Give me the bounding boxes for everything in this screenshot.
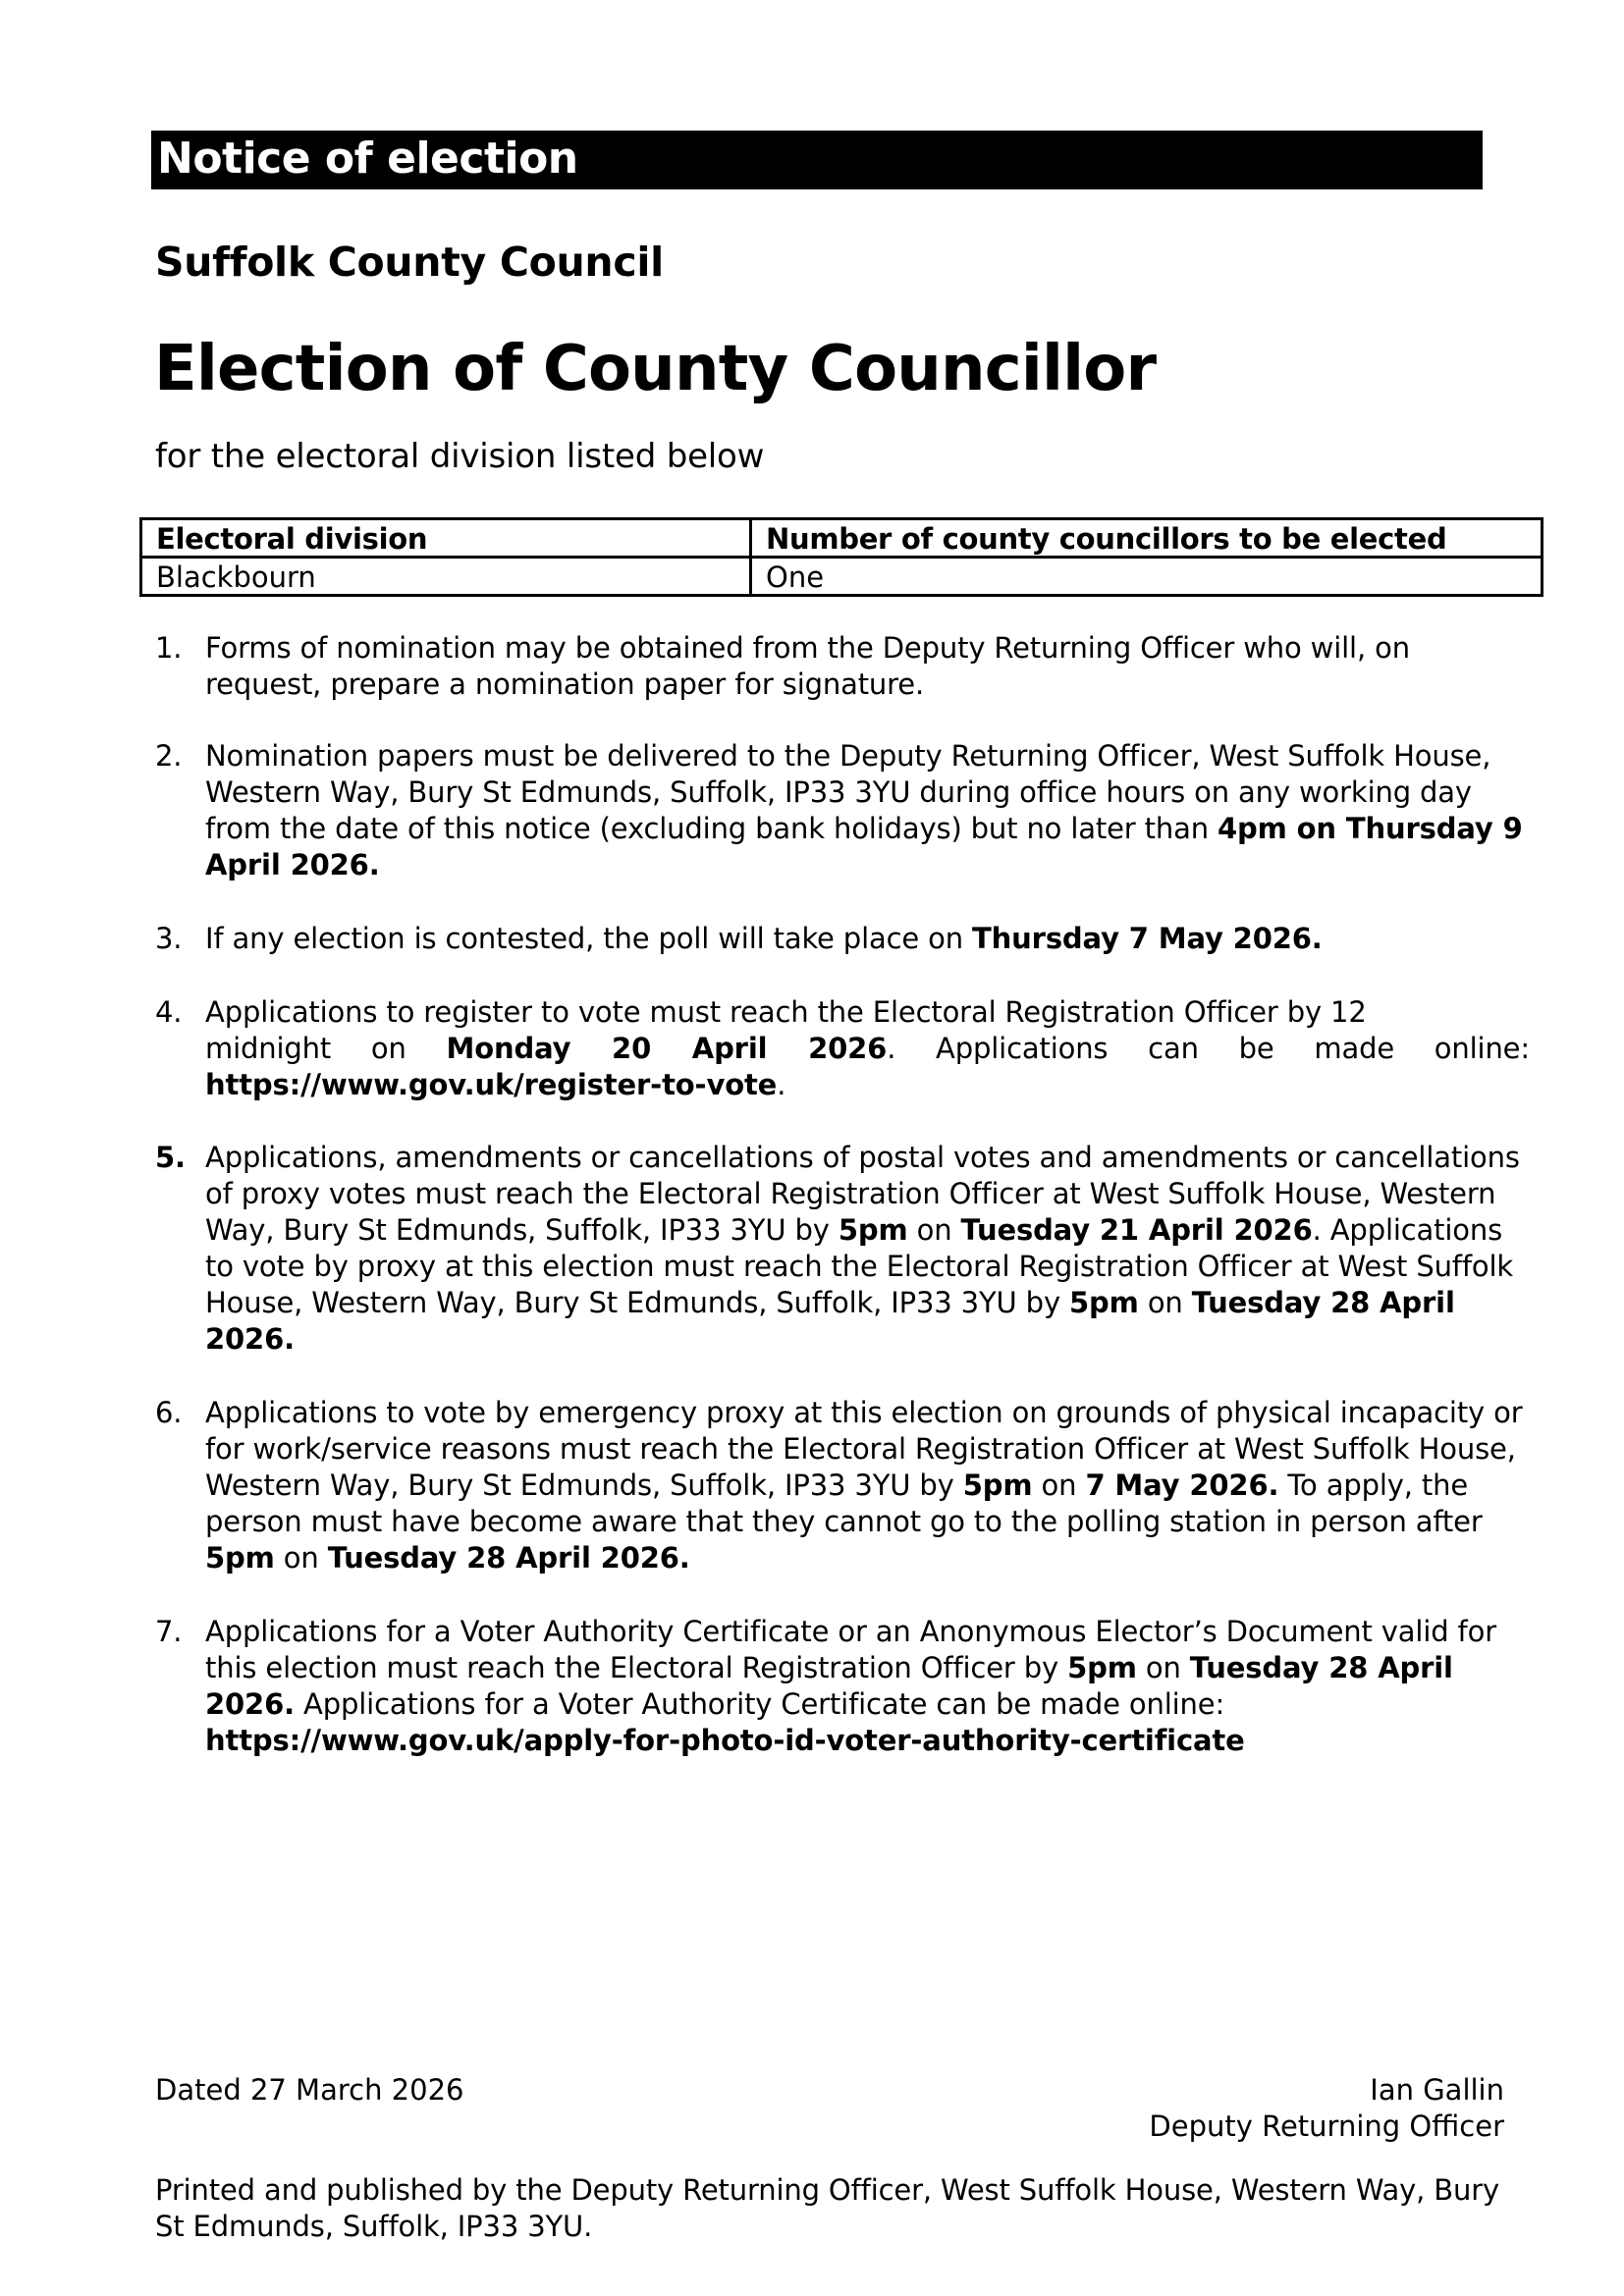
item-text (205, 1395, 1530, 1576)
item-text-fragment: If any election is contested, the poll will take place on (205, 922, 973, 955)
item-number: 6. (155, 1396, 183, 1429)
item-text-fragment: Applications for a Voter Authority Certificate or an Anonymous Elector’s Document valid for this election must reach the Electoral Registration Officer by (205, 1615, 1496, 1684)
emphasised-text: Tuesday 28 April 2026. (327, 1541, 690, 1575)
item-text (205, 1140, 1530, 1358)
dated-line: Dated 27 March 2026 (155, 2073, 464, 2107)
emphasised-text: Thursday 7 May 2026. (972, 922, 1323, 955)
item-number: 2. (155, 739, 183, 773)
notice-item-6 (155, 1395, 1530, 1576)
item-text-fragment: . (777, 1068, 786, 1101)
electoral-division-table (139, 517, 1543, 597)
emphasised-text: Tuesday 21 April 2026 (960, 1213, 1313, 1247)
item-number: 4. (155, 995, 183, 1029)
item-text (205, 1614, 1530, 1759)
item-text-fragment: . Applications can be made online: (887, 1032, 1530, 1065)
emphasised-text: 5pm (1067, 1651, 1137, 1684)
external-link[interactable]: https://www.gov.uk/apply-for-photo-id-voter-authority-certificate (205, 1724, 1245, 1757)
item-text (205, 738, 1530, 883)
signer-name: Ian Gallin (1370, 2073, 1504, 2107)
item-text-fragment: Nomination papers must be delivered to the Deputy Returning Officer, West Suffolk House, Western Way, Bury St Edmunds, Suffolk, IP33 3YU during office hours on any working day from the date of this notice (excluding bank holidays) but no later than (205, 739, 1491, 845)
item-line (205, 1067, 1530, 1103)
division-name-cell: Blackbourn (141, 558, 751, 596)
table-header-row (141, 519, 1543, 558)
item-text-fragment: . Applications to vote by proxy at this election must reach the Electoral Registration Officer at West Suffolk House, Western Way, Bury St Edmunds, Suffolk, IP33 3YU by (205, 1213, 1514, 1319)
item-text-fragment: Applications for a Voter Authority Certificate can be made online: (294, 1687, 1225, 1721)
notice-banner (151, 131, 1483, 189)
organisation-name: Suffolk County Council (155, 239, 664, 286)
item-text (205, 994, 1530, 1103)
notice-item-5 (155, 1140, 1530, 1358)
emphasised-text: 7 May 2026. (1085, 1468, 1279, 1502)
register-to-vote-link[interactable]: https://www.gov.uk/register-to-vote (205, 1068, 778, 1101)
item-text-fragment: Applications to vote by emergency proxy at this election on grounds of physical incapacity or for work/service reasons must reach the Electoral Registration Officer at West Suffolk House, Western Way, Bury St Edmunds, Suffolk, IP33 3YU by (205, 1396, 1523, 1502)
item-text (205, 921, 1530, 957)
signature-block (1149, 2072, 1504, 2145)
column-header-division: Electoral division (141, 519, 751, 558)
imprint: Printed and published by the Deputy Returning Officer, West Suffolk House, Western Way, Bury St Edmunds, Suffolk, IP33 3YU. (155, 2173, 1500, 2243)
councillor-count-cell: One (751, 558, 1543, 596)
item-text-fragment: on (1136, 1651, 1190, 1684)
item-line (205, 1031, 1530, 1067)
notice-item-3 (155, 921, 1530, 957)
item-text-fragment: on (1138, 1286, 1192, 1319)
item-text (205, 630, 1530, 703)
item-line: Applications to register to vote must reach the Electoral Registration Officer by 12 (205, 995, 1367, 1029)
emphasised-text: 4pm on Thursday 9 April 2026. (205, 812, 1523, 881)
emphasised-text: Tuesday 28 April 2026. (205, 1286, 1455, 1356)
notice-item-2 (155, 738, 1530, 883)
emphasised-text: Tuesday 28 April 2026. (205, 1651, 1453, 1721)
item-number: 1. (155, 631, 183, 665)
notice-item-4 (155, 994, 1530, 1103)
signer-role: Deputy Returning Officer (1149, 2109, 1504, 2143)
emphasised-text: 5pm (205, 1541, 275, 1575)
notice-item-1 (155, 630, 1530, 703)
item-text-fragment: Applications, amendments or cancellations of postal votes and amendments or cancellations of proxy votes must reach the Electoral Registration Officer at West Suffolk House, Western Way, Bury St Edmunds, Suffolk, IP33 3YU by (205, 1141, 1520, 1247)
deadline-date: Monday 20 April 2026 (446, 1032, 888, 1065)
table-row (141, 558, 1543, 596)
page-subtitle: for the electoral division listed below (155, 437, 765, 476)
item-text-fragment: on (274, 1541, 328, 1575)
column-header-councillors: Number of county councillors to be elected (751, 519, 1543, 558)
item-number: 5. (155, 1141, 186, 1174)
item-number: 7. (155, 1615, 183, 1648)
emphasised-text: 5pm (838, 1213, 908, 1247)
notice-heading: Notice of election (157, 133, 578, 184)
emphasised-text: 5pm (1069, 1286, 1139, 1319)
item-text-fragment: on (1032, 1468, 1086, 1502)
notice-item-7 (155, 1614, 1530, 1759)
item-text-fragment: midnight on (205, 1032, 447, 1065)
item-text-fragment: on (907, 1213, 961, 1247)
item-text-fragment: Forms of nomination may be obtained from the Deputy Returning Officer who will, on request, prepare a nomination paper for signature. (205, 631, 1410, 701)
page-title: Election of County Councillor (154, 333, 1157, 405)
emphasised-text: 5pm (962, 1468, 1033, 1502)
item-text-fragment: To apply, the person must have become aware that they cannot go to the polling station in person after (205, 1468, 1483, 1538)
item-number: 3. (155, 922, 183, 955)
